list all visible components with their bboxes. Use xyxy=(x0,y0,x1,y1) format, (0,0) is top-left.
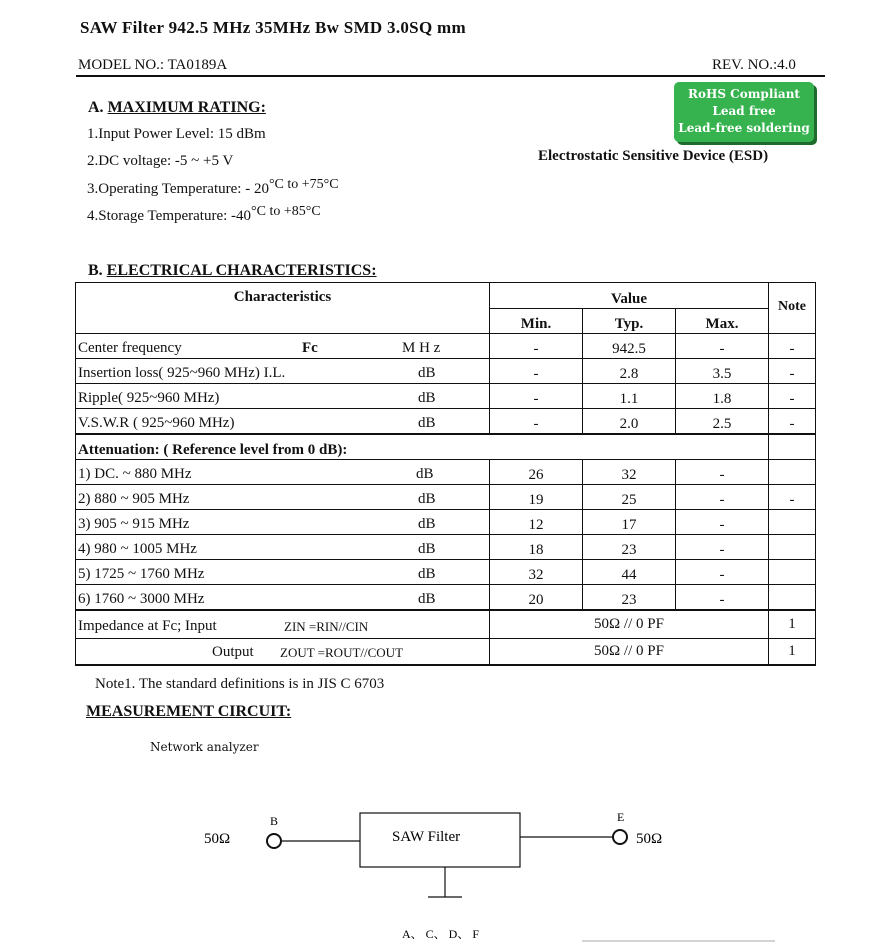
row-name: 3) 905 ~ 915 MHz xyxy=(78,516,190,532)
row-note: - xyxy=(769,485,816,510)
row-min: 32 xyxy=(490,560,583,585)
impedance-input-row xyxy=(76,610,816,638)
rating-item-range: °C to +85°C xyxy=(251,204,321,219)
row-typ: 2.8 xyxy=(583,359,676,384)
header-max: Max. xyxy=(676,309,769,334)
rohs-badge xyxy=(674,82,814,142)
max-rating-prefix: A. xyxy=(88,99,108,116)
electrical-prefix: B. xyxy=(88,262,107,279)
rohs-line-3: Lead-free soldering xyxy=(678,121,810,135)
row-typ: 32 xyxy=(583,460,676,485)
row-min: 20 xyxy=(490,585,583,611)
row-symbol: Fc xyxy=(302,340,318,356)
table-row xyxy=(76,485,816,510)
header-typ: Typ. xyxy=(583,309,676,334)
row-max: 3.5 xyxy=(676,359,769,384)
impedance-input-note: 1 xyxy=(769,610,816,638)
table-row xyxy=(76,359,816,384)
table-row xyxy=(76,460,816,485)
row-typ: 17 xyxy=(583,510,676,535)
row-note: - xyxy=(769,384,816,409)
impedance-input-symbol: ZIN =RIN//CIN xyxy=(284,618,369,634)
header-divider xyxy=(76,75,825,77)
row-note xyxy=(769,510,816,535)
table-row xyxy=(76,585,816,611)
rating-item: 1.Input Power Level: 15 dBm xyxy=(87,126,266,142)
rating-item-range: °C to +75°C xyxy=(268,177,339,192)
row-unit: dB xyxy=(418,516,436,532)
row-typ: 23 xyxy=(583,585,676,611)
row-min: 12 xyxy=(490,510,583,535)
row-note: - xyxy=(769,409,816,435)
measurement-heading: MEASUREMENT CIRCUIT: xyxy=(86,703,292,720)
rohs-line-1: RoHS Compliant xyxy=(688,87,800,101)
note-1: Note1. The standard definitions is in JIS C 6703 xyxy=(95,676,385,692)
row-name: 5) 1725 ~ 1760 MHz xyxy=(78,566,205,582)
row-name: 4) 980 ~ 1005 MHz xyxy=(78,541,197,557)
row-min: 18 xyxy=(490,535,583,560)
rating-item-text: 4.Storage Temperature: -40 xyxy=(87,208,252,224)
row-name: V.S.W.R ( 925~960 MHz) xyxy=(78,415,235,431)
rating-item xyxy=(87,177,339,198)
row-unit: dB xyxy=(418,491,436,507)
right-impedance-label: 50Ω xyxy=(636,831,663,847)
impedance-input-label xyxy=(76,610,490,638)
row-unit: dB xyxy=(418,365,436,381)
row-typ: 44 xyxy=(583,560,676,585)
row-unit: M H z xyxy=(402,340,441,356)
row-typ: 23 xyxy=(583,535,676,560)
table-row xyxy=(76,334,816,359)
row-unit: dB xyxy=(418,415,436,431)
row-name: 1) DC. ~ 880 MHz xyxy=(78,466,192,482)
row-unit: dB xyxy=(418,390,436,406)
header-min: Min. xyxy=(490,309,583,334)
row-name: 2) 880 ~ 905 MHz xyxy=(78,491,190,507)
electrical-characteristics-table xyxy=(75,282,816,666)
impedance-output-value: 50Ω // 0 PF xyxy=(490,638,769,665)
row-max: - xyxy=(676,485,769,510)
row-name: 6) 1760 ~ 3000 MHz xyxy=(78,591,205,607)
row-typ: 25 xyxy=(583,485,676,510)
header-characteristics: Characteristics xyxy=(76,283,490,334)
electrical-heading xyxy=(88,262,377,280)
row-typ: 1.1 xyxy=(583,384,676,409)
row-name: Ripple( 925~960 MHz) xyxy=(78,390,220,406)
table-row xyxy=(76,535,816,560)
row-name: Center frequency xyxy=(78,340,182,356)
ground-pins-label: A、 C、 D、 F xyxy=(402,927,480,941)
rating-item-text: 3.Operating Temperature: - 20 xyxy=(87,181,269,197)
impedance-output-text: Output xyxy=(212,644,254,660)
row-min: 26 xyxy=(490,460,583,485)
row-note xyxy=(769,434,816,460)
network-analyzer-label: Network analyzer xyxy=(150,740,259,754)
row-max: - xyxy=(676,460,769,485)
header-value: Value xyxy=(490,283,769,309)
row-note xyxy=(769,585,816,611)
row-characteristic xyxy=(76,334,490,359)
row-note: - xyxy=(769,334,816,359)
row-min: - xyxy=(490,384,583,409)
attenuation-heading: Attenuation: ( Reference level from 0 dB): xyxy=(76,434,769,460)
row-characteristic xyxy=(76,359,490,384)
port-e-label: E xyxy=(617,810,625,824)
port-b-label: B xyxy=(270,814,279,828)
row-min: 19 xyxy=(490,485,583,510)
row-min: - xyxy=(490,409,583,435)
row-max: - xyxy=(676,560,769,585)
row-characteristic xyxy=(76,585,490,611)
row-min: - xyxy=(490,359,583,384)
row-typ: 942.5 xyxy=(583,334,676,359)
row-characteristic xyxy=(76,560,490,585)
table-row xyxy=(76,510,816,535)
impedance-output-label xyxy=(76,638,490,665)
max-rating-title: MAXIMUM RATING: xyxy=(107,99,266,116)
revision-number: REV. NO.:4.0 xyxy=(712,57,796,73)
electrical-title: ELECTRICAL CHARACTERISTICS: xyxy=(106,262,377,279)
row-min: - xyxy=(490,334,583,359)
row-unit: dB xyxy=(418,541,436,557)
port-e-terminal xyxy=(613,830,627,844)
row-max: - xyxy=(676,585,769,611)
document-title: SAW Filter 942.5 MHz 35MHz Bw SMD 3.0SQ mm xyxy=(80,18,466,37)
port-b-terminal xyxy=(267,834,281,848)
row-max: - xyxy=(676,334,769,359)
rating-item xyxy=(87,204,321,225)
esd-warning: Electrostatic Sensitive Device (ESD) xyxy=(538,148,769,164)
row-unit: dB xyxy=(416,466,434,482)
rating-item: 2.DC voltage: -5 ~ +5 V xyxy=(87,153,234,169)
row-characteristic xyxy=(76,409,490,435)
attenuation-heading-row xyxy=(76,434,816,460)
max-rating-heading xyxy=(88,99,266,117)
row-name: Insertion loss( 925~960 MHz) I.L. xyxy=(78,365,286,381)
measurement-circuit-diagram xyxy=(0,790,870,942)
table-row xyxy=(76,560,816,585)
row-characteristic xyxy=(76,535,490,560)
row-note: - xyxy=(769,359,816,384)
row-max: - xyxy=(676,510,769,535)
row-unit: dB xyxy=(418,566,436,582)
row-characteristic xyxy=(76,460,490,485)
row-note xyxy=(769,535,816,560)
row-max: 2.5 xyxy=(676,409,769,435)
model-number: MODEL NO.: TA0189A xyxy=(78,57,228,73)
row-typ: 2.0 xyxy=(583,409,676,435)
row-max: 1.8 xyxy=(676,384,769,409)
table-row xyxy=(76,409,816,435)
impedance-input-value: 50Ω // 0 PF xyxy=(490,610,769,638)
row-unit: dB xyxy=(418,591,436,607)
impedance-output-note: 1 xyxy=(769,638,816,665)
row-note xyxy=(769,460,816,485)
row-note xyxy=(769,560,816,585)
impedance-label: Impedance at Fc; Input xyxy=(78,617,217,634)
row-characteristic xyxy=(76,510,490,535)
rohs-line-2: Lead free xyxy=(712,104,776,118)
row-characteristic xyxy=(76,485,490,510)
table-row xyxy=(76,384,816,409)
saw-filter-label: SAW Filter xyxy=(392,829,461,845)
row-characteristic xyxy=(76,384,490,409)
impedance-output-symbol: ZOUT =ROUT//COUT xyxy=(280,645,404,660)
row-max: - xyxy=(676,535,769,560)
header-note: Note xyxy=(769,283,816,334)
left-impedance-label: 50Ω xyxy=(204,831,231,847)
impedance-output-row xyxy=(76,638,816,665)
